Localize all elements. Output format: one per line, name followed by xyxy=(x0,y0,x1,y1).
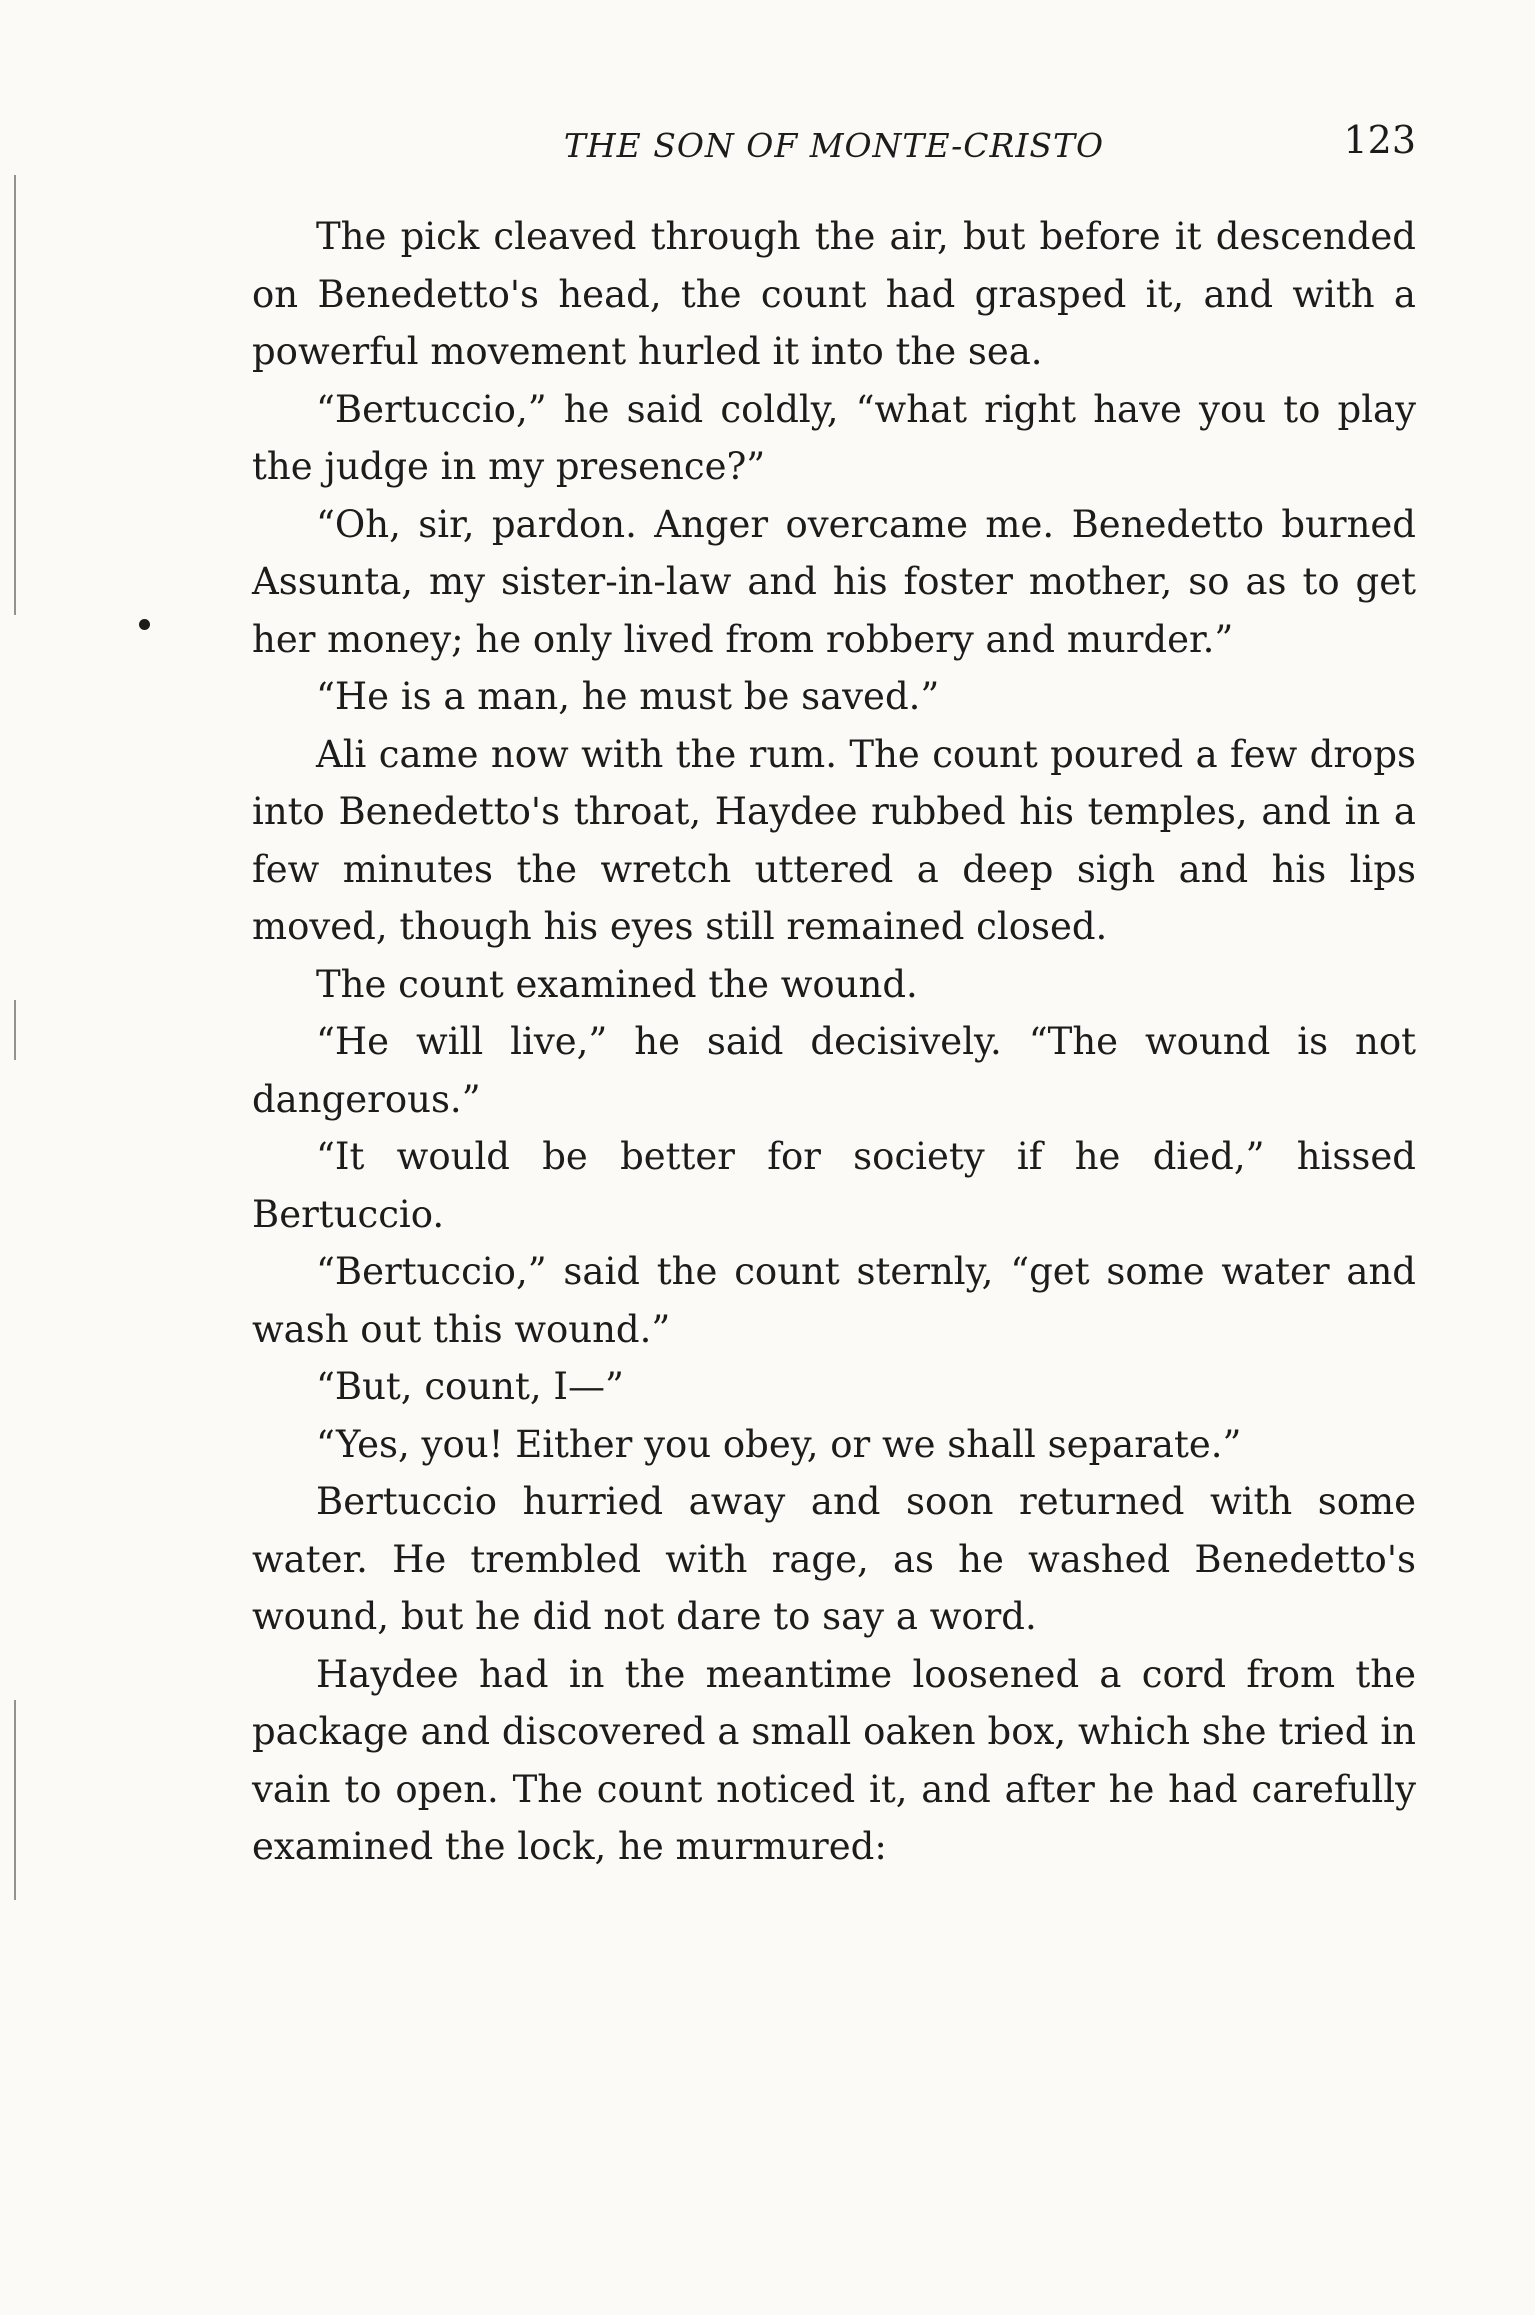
paragraph: Bertuccio hurried away and soon returned with some water. He trembled with rage, as he washed Benedetto's wound, but he did not dare to say a word. xyxy=(252,1480,1416,1638)
page-number: 123 xyxy=(1343,118,1416,162)
paragraph: Haydee had in the meantime loosened a cord from the package and discovered a small oaken box, which she tried in vain to open. The count noticed it, and after he had carefully examined the lock, he murmured: xyxy=(252,1652,1416,1868)
paragraph: “Oh, sir, pardon. Anger overcame me. Benedetto burned Assunta, my sister-in-law and his foster mother, so as to get her money; he only lived from robbery and murder.” xyxy=(252,502,1416,661)
margin-ink-dot xyxy=(139,619,150,630)
paragraph: “But, count, I—” xyxy=(316,1365,624,1408)
paragraph: “It would be better for society if he died,” hissed Bertuccio. xyxy=(252,1135,1416,1236)
page-edge-mark xyxy=(14,1000,16,1060)
paragraph: “He will live,” he said decisively. “The wound is not dangerous.” xyxy=(252,1020,1416,1121)
paragraph: “Yes, you! Either you obey, or we shall separate.” xyxy=(316,1422,1242,1466)
paragraph: Ali came now with the rum. The count poured a few drops into Benedetto's throat, Haydee rubbed his temples, and in a few minutes the wretch uttered a deep sigh and his lips moved, though his eyes still remained closed. xyxy=(252,732,1416,948)
page-edge-mark xyxy=(14,1700,16,1900)
paragraph: “Bertuccio,” he said coldly, “what right have you to play the judge in my presence?” xyxy=(252,387,1416,488)
paragraph: The pick cleaved through the air, but before it descended on Benedetto's head, the count had grasped it, and with a powerful movement hurled it into the sea. xyxy=(252,215,1416,373)
body-text xyxy=(252,208,1416,1876)
page-edge-mark xyxy=(14,175,16,615)
paragraph: The count examined the wound. xyxy=(316,962,918,1006)
paragraph: “Bertuccio,” said the count sternly, “get some water and wash out this wound.” xyxy=(252,1250,1416,1351)
running-head xyxy=(252,118,1416,178)
running-title: THE SON OF MONTE-CRISTO xyxy=(563,126,1105,165)
paragraph: “He is a man, he must be saved.” xyxy=(316,675,940,718)
